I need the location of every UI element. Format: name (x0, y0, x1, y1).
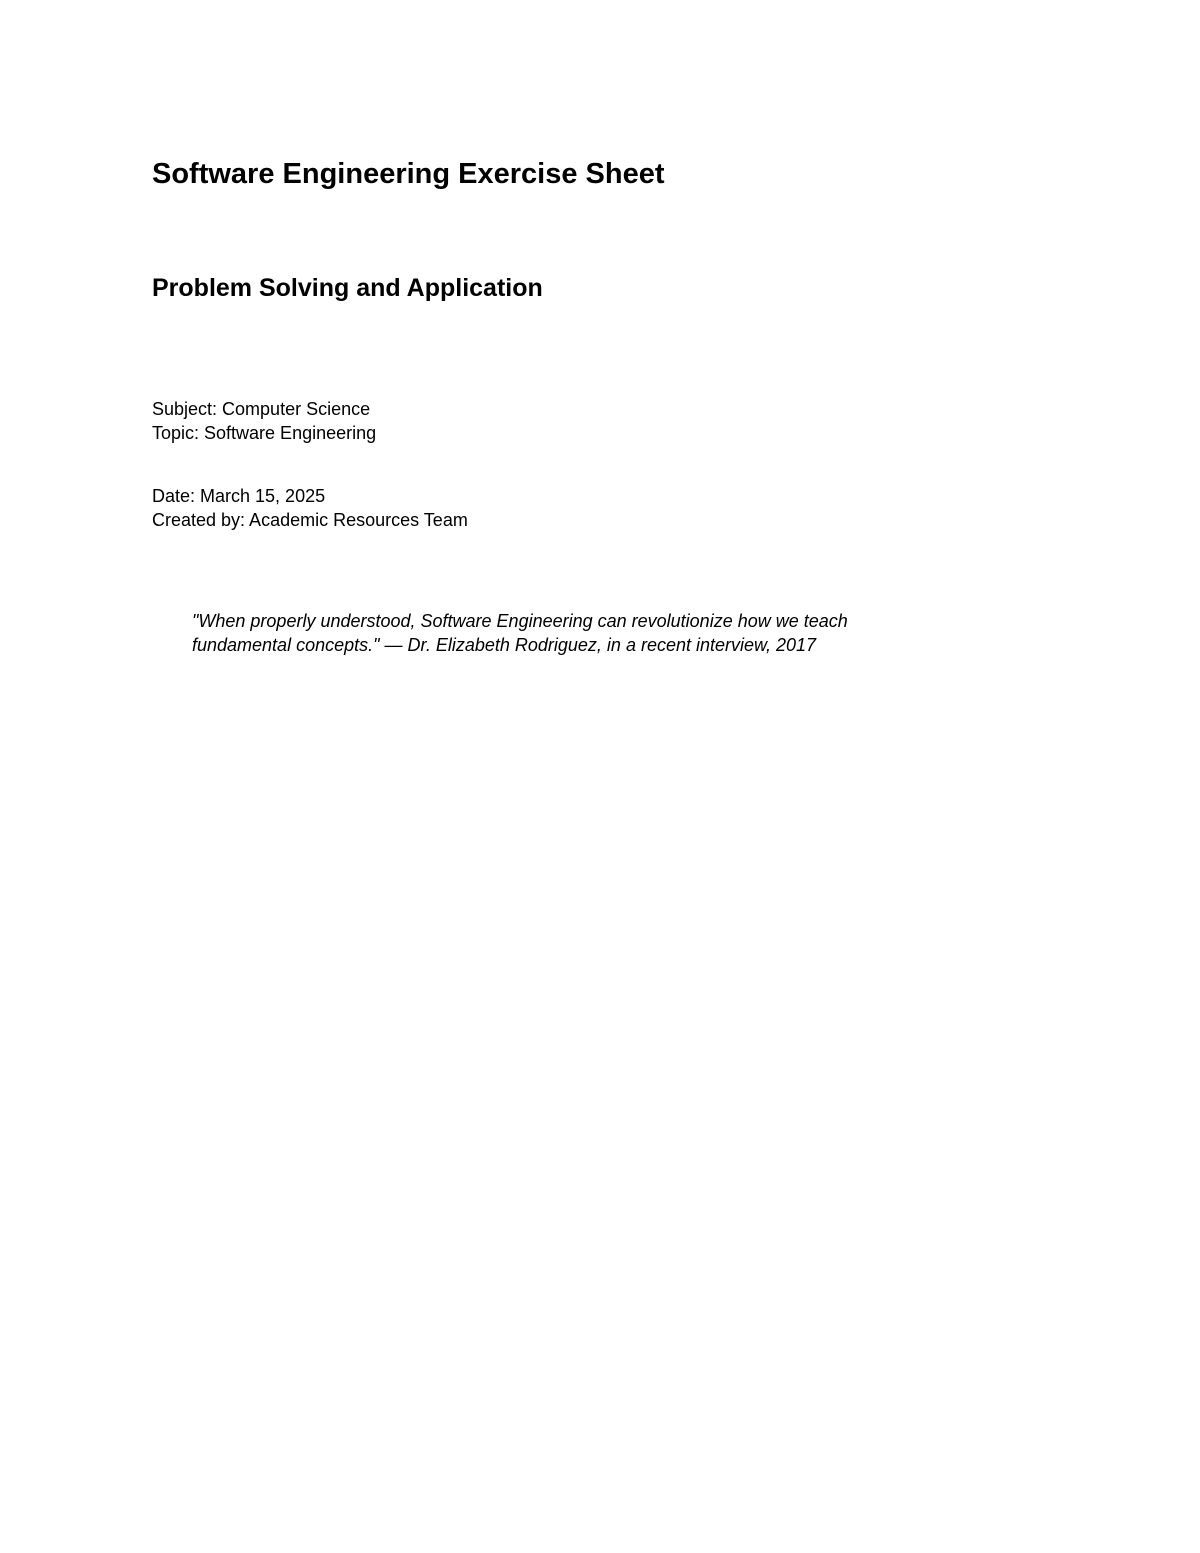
subject-line: Subject: Computer Science (152, 399, 371, 419)
quote: "When properly understood, Software Engineering can revolutionize how we teach fundamental concepts." — Dr. Elizabeth Rodriguez, in a recent interview, 2017 (192, 611, 848, 655)
document-subtitle: Problem Solving and Application (152, 274, 543, 302)
date-author-block (152, 484, 468, 532)
created-by-line: Created by: Academic Resources Team (152, 510, 468, 530)
subject-topic-block (152, 397, 376, 445)
topic-line: Topic: Software Engineering (152, 423, 377, 443)
document-title: Software Engineering Exercise Sheet (152, 158, 665, 190)
date-line: Date: March 15, 2025 (152, 486, 326, 506)
